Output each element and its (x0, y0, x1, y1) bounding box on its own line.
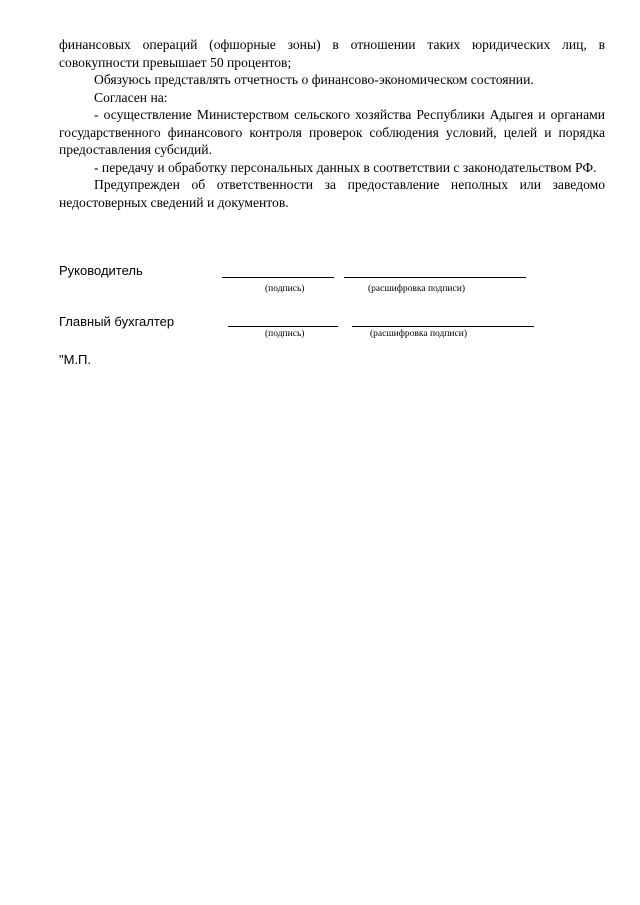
chief-accountant-label: Главный бухгалтер (59, 314, 175, 329)
director-decode-line (344, 277, 526, 278)
director-decode-caption: (расшифровка подписи) (368, 284, 465, 294)
paragraph-offshore-continuation: финансовых операций (офшорные зоны) в отношении таких юридических лиц, в совокупности превышает 50 процентов; (59, 37, 605, 70)
director-signature-caption: (подпись) (265, 284, 305, 294)
paragraph-consent-personal-data: - передачу и обработку персональных данных в соответствии с законодательством РФ. (94, 159, 597, 175)
chief-accountant-signature-line (228, 326, 338, 327)
chief-accountant-decode-caption: (расшифровка подписи) (370, 329, 467, 339)
chief-accountant-signature-caption: (подпись) (265, 329, 305, 339)
paragraph-consent-inspections: - осуществление Министерством сельского хозяйства Республики Адыгея и органами государственного финансового контроля проверок соблюдения условий, целей и порядка предоставления субсидий. (59, 107, 605, 157)
document-body (59, 36, 605, 211)
chief-accountant-decode-line (352, 326, 534, 327)
director-signature-line (222, 277, 334, 278)
stamp-place-label: "М.П. (59, 352, 92, 367)
director-label: Руководитель (59, 263, 143, 278)
paragraph-responsibility-warning: Предупрежден об ответственности за предоставление неполных или заведомо недостоверных сведений и документов. (59, 177, 605, 210)
paragraph-consent-heading: Согласен на: (94, 89, 168, 105)
paragraph-reporting-obligation: Обязуюсь представлять отчетность о финансово-экономическом состоянии. (94, 72, 534, 87)
